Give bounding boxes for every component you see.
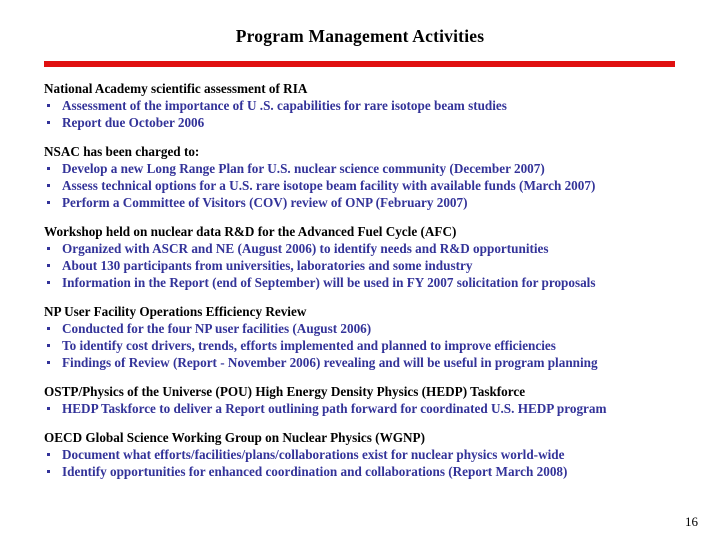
bullet-label: Develop a new Long Range Plan for U.S. nuclear science community (December 2007) — [62, 161, 545, 176]
block-heading: OECD Global Science Working Group on Nuclear Physics (WGNP) — [44, 430, 425, 445]
block-heading: National Academy scientific assessment of RIA — [44, 81, 308, 96]
bullet-label: Assess technical options for a U.S. rare isotope beam facility with available funds (March 2007) — [62, 178, 596, 193]
content-block — [44, 383, 688, 417]
square-bullet-icon — [47, 264, 50, 267]
bullet-item — [44, 114, 688, 131]
square-bullet-icon — [47, 247, 50, 250]
bullet-item — [44, 337, 688, 354]
bullet-list — [44, 160, 688, 211]
block-heading: OSTP/Physics of the Universe (POU) High Energy Density Physics (HEDP) Taskforce — [44, 384, 526, 399]
square-bullet-icon — [47, 201, 50, 204]
bullet-label: About 130 participants from universities, laboratories and some industry — [62, 258, 473, 273]
bullet-item — [44, 97, 688, 114]
bullet-label: Findings of Review (Report - November 2006) revealing and will be useful in program planning — [62, 355, 598, 370]
bullet-list — [44, 97, 688, 131]
content-block — [44, 303, 688, 371]
bullet-item — [44, 463, 688, 480]
square-bullet-icon — [47, 344, 50, 347]
page-title: Program Management Activities — [235, 26, 485, 46]
square-bullet-icon — [47, 407, 50, 410]
content-block — [44, 223, 688, 291]
square-bullet-icon — [47, 361, 50, 364]
bullet-label: Identify opportunities for enhanced coordination and collaborations (Report March 2008) — [62, 464, 568, 479]
bullet-item — [44, 194, 688, 211]
bullet-label: Assessment of the importance of U .S. capabilities for rare isotope beam studies — [62, 98, 507, 113]
bullet-item — [44, 177, 688, 194]
title-divider-rule — [44, 61, 675, 67]
content-block — [44, 143, 688, 211]
bullet-list — [44, 400, 688, 417]
bullet-label: To identify cost drivers, trends, efforts implemented and planned to improve efficiencies — [62, 338, 556, 353]
square-bullet-icon — [47, 167, 50, 170]
bullet-label: Information in the Report (end of September) will be used in FY 2007 solicitation for proposals — [62, 275, 596, 290]
bullet-label: Organized with ASCR and NE (August 2006) to identify needs and R&D opportunities — [62, 241, 549, 256]
bullet-item — [44, 400, 688, 417]
bullet-label: HEDP Taskforce to deliver a Report outlining path forward for coordinated U.S. HEDP program — [62, 401, 607, 416]
bullet-label: Document what efforts/facilities/plans/collaborations exist for nuclear physics world-wide — [62, 447, 565, 462]
square-bullet-icon — [47, 104, 50, 107]
square-bullet-icon — [47, 453, 50, 456]
bullet-list — [44, 446, 688, 480]
bullet-list — [44, 240, 688, 291]
bullet-label: Conducted for the four NP user facilities (August 2006) — [62, 321, 372, 336]
slide-body — [44, 80, 688, 480]
bullet-list — [44, 320, 688, 371]
content-block — [44, 429, 688, 480]
bullet-item — [44, 320, 688, 337]
bullet-item — [44, 274, 688, 291]
bullet-label: Perform a Committee of Visitors (COV) review of ONP (February 2007) — [62, 195, 468, 210]
square-bullet-icon — [47, 327, 50, 330]
bullet-item — [44, 240, 688, 257]
block-heading: Workshop held on nuclear data R&D for the Advanced Fuel Cycle (AFC) — [44, 224, 457, 239]
block-heading: NSAC has been charged to: — [44, 144, 200, 159]
content-block — [44, 80, 688, 131]
bullet-label: Report due October 2006 — [62, 115, 205, 130]
bullet-item — [44, 446, 688, 463]
square-bullet-icon — [47, 184, 50, 187]
bullet-item — [44, 257, 688, 274]
bullet-item — [44, 354, 688, 371]
square-bullet-icon — [47, 470, 50, 473]
page-number: 16 — [685, 514, 698, 529]
bullet-item — [44, 160, 688, 177]
square-bullet-icon — [47, 121, 50, 124]
block-heading: NP User Facility Operations Efficiency Review — [44, 304, 307, 319]
square-bullet-icon — [47, 281, 50, 284]
